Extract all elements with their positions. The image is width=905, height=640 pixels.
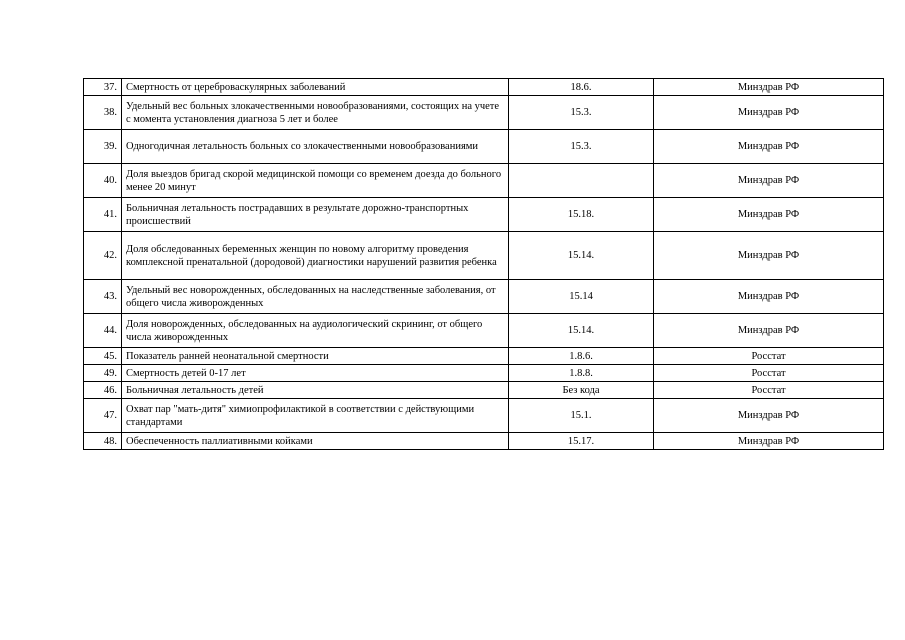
table-row	[84, 130, 884, 164]
table-row	[84, 280, 884, 314]
indicator-code: 15.18.	[509, 198, 654, 232]
data-source: Минздрав РФ	[654, 96, 884, 130]
indicator-code: 1.8.8.	[509, 365, 654, 382]
data-source: Росстат	[654, 382, 884, 399]
row-number: 49.	[84, 365, 122, 382]
indicator-code: 15.14.	[509, 314, 654, 348]
table-row	[84, 382, 884, 399]
table-row	[84, 79, 884, 96]
indicator-name: Одногодичная летальность больных со злокачественными новообразованиями	[122, 130, 509, 164]
row-number: 45.	[84, 348, 122, 365]
table-row	[84, 164, 884, 198]
indicator-name: Доля выездов бригад скорой медицинской помощи со временем доезда до больного менее 20 минут	[122, 164, 509, 198]
table-row	[84, 232, 884, 280]
row-number: 38.	[84, 96, 122, 130]
row-number: 46.	[84, 382, 122, 399]
table-row	[84, 198, 884, 232]
indicator-code: 15.14	[509, 280, 654, 314]
data-source: Минздрав РФ	[654, 130, 884, 164]
row-number: 44.	[84, 314, 122, 348]
indicator-name: Обеспеченность паллиативными койками	[122, 433, 509, 450]
row-number: 40.	[84, 164, 122, 198]
row-number: 39.	[84, 130, 122, 164]
indicator-name: Показатель ранней неонатальной смертности	[122, 348, 509, 365]
indicator-code: 15.14.	[509, 232, 654, 280]
indicator-name: Смертность детей 0-17 лет	[122, 365, 509, 382]
table-row	[84, 314, 884, 348]
row-number: 43.	[84, 280, 122, 314]
indicator-name: Доля новорожденных, обследованных на аудиологический скрининг, от общего числа живорожденных	[122, 314, 509, 348]
indicator-name: Больничная летальность пострадавших в результате дорожно-транспортных происшествий	[122, 198, 509, 232]
indicator-code: 15.1.	[509, 399, 654, 433]
indicator-name: Больничная летальность детей	[122, 382, 509, 399]
data-source: Росстат	[654, 348, 884, 365]
data-source: Минздрав РФ	[654, 164, 884, 198]
indicator-code: 1.8.6.	[509, 348, 654, 365]
data-source: Минздрав РФ	[654, 433, 884, 450]
row-number: 47.	[84, 399, 122, 433]
table-row	[84, 96, 884, 130]
indicators-table-body	[84, 79, 884, 450]
data-source: Минздрав РФ	[654, 198, 884, 232]
indicator-code: 18.6.	[509, 79, 654, 96]
table-row	[84, 399, 884, 433]
indicator-code: Без кода	[509, 382, 654, 399]
indicator-name: Удельный вес больных злокачественными новообразованиями, состоящих на учете с момента установления диагноза 5 лет и более	[122, 96, 509, 130]
data-source: Минздрав РФ	[654, 399, 884, 433]
data-source: Минздрав РФ	[654, 232, 884, 280]
table-row	[84, 348, 884, 365]
data-source: Минздрав РФ	[654, 79, 884, 96]
row-number: 42.	[84, 232, 122, 280]
data-source: Росстат	[654, 365, 884, 382]
row-number: 41.	[84, 198, 122, 232]
indicators-table	[83, 78, 884, 450]
data-source: Минздрав РФ	[654, 314, 884, 348]
indicator-code: 15.3.	[509, 96, 654, 130]
row-number: 37.	[84, 79, 122, 96]
indicator-name: Удельный вес новорожденных, обследованных на наследственные заболевания, от общего числа живорожденных	[122, 280, 509, 314]
indicator-name: Смертность от цереброваскулярных заболеваний	[122, 79, 509, 96]
indicator-name: Доля обследованных беременных женщин по новому алгоритму проведения комплексной пренатальной (дородовой) диагностики нарушений развития ребенка	[122, 232, 509, 280]
table-row	[84, 433, 884, 450]
indicator-code: 15.3.	[509, 130, 654, 164]
indicator-code	[509, 164, 654, 198]
indicator-code: 15.17.	[509, 433, 654, 450]
data-source: Минздрав РФ	[654, 280, 884, 314]
indicator-name: Охват пар "мать-дитя" химиопрофилактикой в соответствии с действующими стандартами	[122, 399, 509, 433]
table-row	[84, 365, 884, 382]
row-number: 48.	[84, 433, 122, 450]
